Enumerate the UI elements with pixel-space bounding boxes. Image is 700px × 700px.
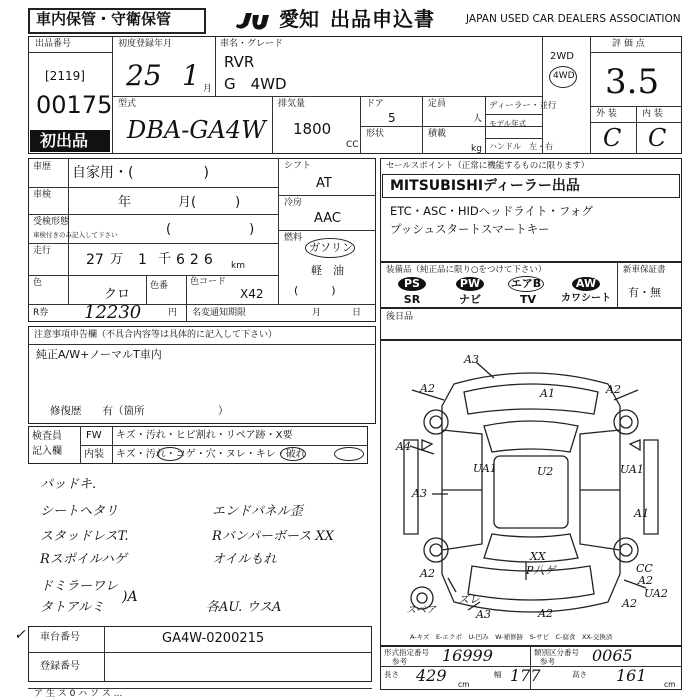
name-change-month: 月 [312, 308, 322, 318]
damage-mark-1: A3 [464, 353, 479, 366]
damage-mark-18: ズレ [458, 593, 480, 606]
damage-mark-8: U2 [537, 465, 554, 478]
height-label: 高さ [572, 670, 587, 679]
mileage-label: 走行 [33, 246, 52, 256]
damage-mark-12: XX [530, 550, 546, 563]
new-car-warranty-value: 有・無 [628, 286, 661, 299]
length-value: 429 [416, 666, 447, 685]
form-title: 出品申込書 [330, 7, 435, 31]
check-mark: ✓ [14, 627, 26, 643]
height-value: 161 [616, 666, 647, 685]
fuel-diesel: 軽 油 [311, 264, 344, 277]
registration-year: 25 [126, 59, 162, 92]
org-title: 愛知 [279, 7, 319, 31]
registration-label: 初度登録年月 [118, 39, 173, 49]
equipment-pw: PW [459, 277, 481, 290]
name-change-day: 日 [352, 308, 362, 318]
selling-line-1: ETC・ASC・HIDヘッドライト・フォグ [390, 204, 593, 218]
damage-mark-15: A2 [638, 574, 653, 587]
inspector-note-left-1: パッドキ. [40, 477, 97, 492]
recycle-value: 12230 [84, 302, 142, 323]
cert-label: 形式指定番号 [384, 648, 429, 657]
engine-label: 排気量 [278, 99, 306, 109]
usage-value: 自家用・( ) [72, 165, 209, 181]
damage-mark-3: A1 [540, 387, 555, 400]
mileage-rest: 626 [176, 252, 218, 268]
exterior-grade: C [603, 124, 622, 152]
width-label: 幅 [494, 670, 502, 679]
new-car-warranty-label: 新車保証書 [623, 265, 666, 275]
cert-ref: 参考 [392, 657, 407, 666]
recycle-label: R券 [33, 308, 49, 318]
mileage-sen: 1 [138, 252, 147, 268]
interior-grade: C [648, 124, 667, 152]
inspector-note-bracket: )A [122, 589, 138, 605]
model-grade: G 4WD [224, 75, 287, 93]
inspector-note-right-6: 各AU. ウスA [206, 600, 282, 615]
checker-label-2: 記入欄 [32, 446, 62, 457]
damage-mark-21: A2 [622, 597, 637, 610]
handle-label: ハンドル 左・右 [489, 142, 553, 151]
load-unit: kg [471, 144, 482, 154]
exterior-grade-label: 外 装 [596, 109, 617, 119]
mileage-unit: km [231, 261, 245, 271]
fuel-label: 燃料 [284, 233, 303, 243]
damage-mark-13: P八ゲ [526, 564, 556, 577]
drive-2wd: 2WD [550, 51, 574, 62]
grade-score: 3.5 [605, 62, 660, 102]
inspector-note-left-5: ドミラーワレ [40, 579, 119, 594]
cert-number: 16999 [442, 646, 493, 665]
equipment-tv: TV [519, 293, 537, 306]
acceptance-label: 受検形態 [33, 217, 70, 227]
length-unit: cm [458, 680, 470, 689]
dealer-label: ディーラー・並行 [489, 101, 557, 111]
damage-mark-6: A3 [412, 487, 427, 500]
later-entry-block [380, 308, 682, 340]
equipment-navi: ナビ [459, 293, 481, 306]
checker-row1-items: キズ・汚れ・ヒビ割れ・リペア跡・X要 [116, 430, 293, 441]
model-year-label: モデル年式 [489, 119, 527, 128]
selling-headline: MITSUBISHIディーラー出品 [390, 178, 580, 194]
color-code-label-2: 色コード [190, 277, 227, 287]
fuel-paren: ( ) [294, 284, 336, 297]
drive-4wd: 4WD [553, 71, 575, 81]
color-code-label: 色番 [150, 281, 169, 291]
aircon-value: AAC [314, 211, 341, 226]
equipment-ps: PS [404, 277, 420, 290]
inspection-year-unit: 年 [118, 195, 132, 210]
inspector-note-right-1: エンドパネル歪 [212, 504, 303, 519]
damage-mark-16: UA2 [644, 587, 668, 600]
class-label: 類別区分番号 [534, 648, 579, 657]
doors-form-label: 形状 [366, 129, 385, 139]
color-code: X42 [240, 287, 264, 301]
association-name: JAPAN USED CAR DEALERS ASSOCIATION [466, 13, 681, 25]
inspector-note-left-3: スタッドレスT. [40, 529, 129, 544]
notes-label: 注意事項申告欄（不具合内容等は具体的に記入して下さい） [34, 330, 278, 340]
repair-history-label: 修復歴 有（箇所 ） [50, 405, 229, 417]
interior-grade-label: 内 装 [642, 109, 663, 119]
ju-logo [232, 7, 278, 33]
lot-label: 出品番号 [35, 39, 72, 49]
inspector-note-right-3: オイルもれ [212, 552, 277, 567]
chassis-label: 車台番号 [40, 632, 80, 643]
aircon-label: 冷房 [284, 198, 303, 208]
acceptance-value: ( ) [166, 222, 255, 237]
doors-value: 5 [388, 111, 396, 125]
damage-mark-4: A2 [606, 383, 621, 396]
color-label: 色 [33, 278, 43, 288]
lot-number: 00175 [36, 91, 113, 119]
damage-mark-20: A2 [538, 607, 553, 620]
model-label: 車名・グレード [220, 39, 284, 49]
footer-partial: ア 生 ス 0 ハ ソ ス ... [34, 689, 123, 699]
mileage-man: 27 [86, 252, 104, 268]
inspector-note-left-6: タトアルミ [40, 600, 105, 615]
engine-unit: CC [346, 140, 359, 150]
damage-mark-19: A3 [476, 608, 491, 621]
registration-month-unit: 月 [203, 84, 213, 94]
selling-line-2: プッシュスタートスマートキー [390, 222, 550, 236]
chassis-number: GA4W-0200215 [162, 631, 265, 646]
inspector-note-left-2: シートヘタリ [40, 504, 119, 519]
damage-legend: A-キズ E-エクボ U-凹み W-補修跡 S-サビ C-腐食 XX-交換済 [410, 633, 613, 641]
selling-label: セールスポイント（正常に機能するものに限ります） [386, 161, 590, 171]
damage-mark-10: A1 [634, 507, 649, 520]
capacity-label: 定員 [428, 99, 447, 109]
checker-row1-tag: FW [86, 430, 102, 441]
checker-row2-tag: 内装 [84, 449, 104, 460]
engine-value: 1800 [293, 120, 332, 138]
grade-label: 評 価 点 [612, 39, 645, 49]
inspector-note-left-4: Rスポイルハゲ [40, 552, 127, 567]
acceptance-sub: 車検付きのみ記入して下さい [33, 231, 118, 239]
length-label: 長さ [384, 670, 399, 679]
checker-row2-items: キズ・汚れ・コゲ・穴・ヌレ・キレ・破れ [116, 449, 306, 460]
load-label: 積載 [428, 129, 447, 139]
damage-mark-2: A2 [420, 382, 435, 395]
first-listing-label: 初出品 [40, 131, 89, 150]
type-label: 型式 [118, 99, 137, 109]
damage-mark-5: A4 [396, 440, 411, 453]
mileage-sen-unit: 千 [158, 252, 172, 267]
registration-month: 1 [182, 59, 200, 92]
model-name: RVR [224, 53, 255, 71]
type-value: DBA-GA4W [127, 116, 266, 144]
equipment-label: 装備品（純正品に限り○をつけて下さい） [386, 265, 547, 275]
class-number: 0065 [592, 646, 633, 665]
spare-label: スペア [406, 605, 436, 616]
class-ref: 参考 [540, 657, 555, 666]
checker-circle-2 [280, 447, 306, 461]
reg-no-label: 登録番号 [40, 661, 80, 672]
damage-mark-9: UA1 [620, 463, 644, 476]
height-unit: cm [664, 680, 676, 689]
width-value: 177 [510, 666, 541, 685]
name-change-label: 名変通知期限 [192, 308, 247, 318]
later-entry-label: 後日品 [386, 312, 414, 322]
inspection-month-unit: 月( ) [178, 195, 241, 210]
shift-label: シフト [284, 161, 312, 171]
equipment-leather-seat: カワシート [561, 293, 611, 304]
fuel-gasoline: ガソリン [309, 241, 353, 254]
damage-mark-11: A2 [420, 567, 435, 580]
checker-label-1: 検査員 [32, 431, 62, 442]
equipment-airbag: エアB [510, 277, 542, 290]
storage-label: 車内保管・守衛保管 [36, 10, 172, 28]
damage-mark-14: CC [636, 562, 653, 575]
mileage-man-unit: 万 [110, 252, 124, 267]
lot-code: [2119] [45, 69, 85, 83]
capacity-unit: 人 [473, 114, 483, 124]
recycle-unit: 円 [168, 308, 178, 318]
checker-circle-1 [157, 447, 183, 461]
shift-value: AT [316, 176, 332, 191]
damage-mark-7: UA1 [473, 462, 497, 475]
inspection-label: 車検 [33, 190, 52, 200]
inspector-note-right-2: Rバンパーボース XX [212, 529, 334, 544]
doors-label: ドア [366, 99, 384, 109]
color-value: クロ [104, 287, 131, 302]
usage-label: 車歴 [33, 162, 52, 172]
checker-circle-3 [334, 447, 364, 461]
notes-line-1: 純正A/W+ノーマルT車内 [36, 348, 162, 361]
equipment-sr: SR [403, 293, 421, 306]
equipment-aw: AW [575, 277, 597, 290]
